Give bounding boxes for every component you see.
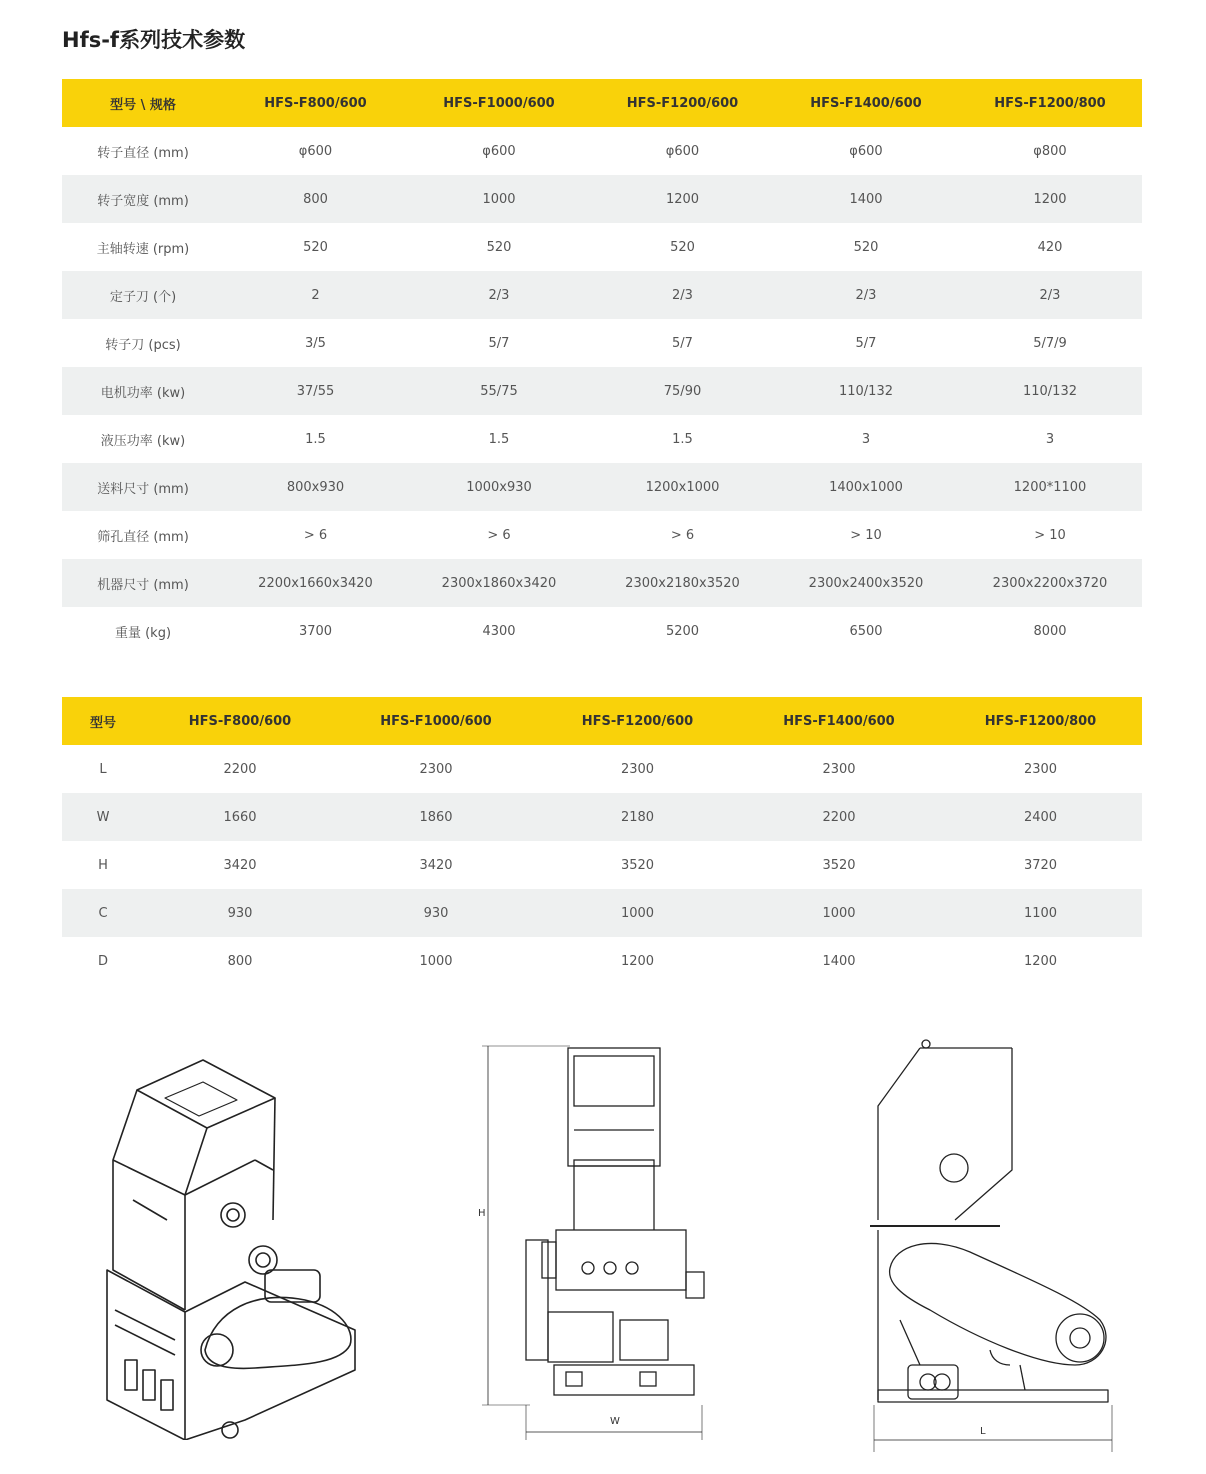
spec-cell: 2/3: [591, 271, 774, 319]
spec-cell: φ600: [298, 143, 333, 159]
dimension-cell: 1400: [822, 953, 856, 969]
spec-row-label: 液压功率 (kw): [100, 433, 186, 449]
dimension-table-header: [62, 697, 1142, 745]
dimension-row-label: H: [98, 857, 108, 873]
dimension-row-label: L: [99, 761, 107, 777]
spec-cell: 2/3: [774, 271, 958, 319]
spec-cell: 3: [861, 431, 871, 447]
table-row: [62, 889, 1142, 937]
spec-cell: 3700: [298, 623, 333, 639]
dimension-cell: 2300: [822, 761, 856, 777]
dimension-cell: 1000: [536, 889, 739, 937]
spec-cell: > 6: [670, 527, 695, 543]
spec-cell: 55/75: [407, 367, 591, 415]
spec-row-label: 机器尺寸 (mm): [62, 559, 224, 607]
spec-row-label: 转子刀 (pcs): [105, 337, 181, 353]
dimension-cell: 1000: [739, 889, 939, 937]
dimension-cell: 3520: [822, 857, 856, 873]
dimension-cell: 2300: [419, 761, 453, 777]
spec-cell: 2300x2180x3520: [591, 559, 774, 607]
spec-cell: φ800: [1033, 143, 1067, 159]
spec-cell: 75/90: [591, 367, 774, 415]
spec-cell: 3/5: [305, 335, 326, 351]
spec-cell: 5/7: [855, 335, 877, 351]
spec-cell: 2300x1860x3420: [407, 559, 591, 607]
dimension-row-label: W: [62, 793, 144, 841]
machine-front-view-drawing: [470, 1020, 715, 1450]
table-row: [62, 463, 1142, 511]
table-row: [62, 559, 1142, 607]
dimension-cell: 2180: [536, 793, 739, 841]
spec-cell: 1.5: [488, 431, 510, 447]
spec-cell: 2: [224, 271, 407, 319]
spec-cell: 800: [224, 175, 407, 223]
spec-row-label: 重量 (kg): [114, 625, 172, 641]
spec-cell: 2300x2200x3720: [958, 559, 1142, 607]
table-row: [62, 937, 1142, 985]
spec-cell: 5200: [665, 623, 700, 639]
spec-header-cell: HFS-F1400/600: [774, 79, 958, 127]
spec-cell: 520: [670, 239, 695, 255]
spec-cell: 2200x1660x3420: [224, 559, 407, 607]
spec-cell: 1200: [591, 175, 774, 223]
spec-cell: φ600: [482, 143, 516, 159]
dimension-header-cell: HFS-F800/600: [144, 697, 336, 745]
spec-cell: > 6: [487, 527, 511, 543]
dimension-header-cell: HFS-F1000/600: [336, 697, 536, 745]
spec-header-cell: HFS-F1200/600: [591, 79, 774, 127]
spec-cell: 5/7: [488, 335, 510, 351]
spec-cell: 1000: [407, 175, 591, 223]
spec-cell: > 10: [850, 527, 882, 543]
table-row: [62, 793, 1142, 841]
spec-cell: 1400x1000: [774, 463, 958, 511]
dimension-cell: 2200: [223, 761, 257, 777]
table-row: [62, 745, 1142, 793]
spec-table-body: [62, 127, 1142, 655]
dimension-cell: 3420: [419, 857, 453, 873]
table-row: [62, 841, 1142, 889]
table-row: [62, 607, 1142, 655]
spec-table-header: [62, 79, 1142, 127]
dimension-header-cell: HFS-F1200/600: [536, 697, 739, 745]
dimension-cell: 1660: [144, 793, 336, 841]
spec-cell: 1.5: [305, 431, 326, 447]
dimension-table: [62, 697, 1142, 985]
dimension-cell: 1100: [939, 889, 1142, 937]
table-row: [62, 367, 1142, 415]
spec-cell: 1000x930: [407, 463, 591, 511]
dimension-cell: 3520: [620, 857, 655, 873]
dimension-header-cell: HFS-F1200/800: [939, 697, 1142, 745]
spec-cell: 520: [486, 239, 512, 255]
spec-row-label: 主轴转速 (rpm): [96, 241, 190, 257]
table-row: [62, 223, 1142, 271]
spec-cell: φ600: [665, 143, 700, 159]
spec-cell: 1200x1000: [591, 463, 774, 511]
spec-table: [62, 79, 1142, 655]
table-row: [62, 175, 1142, 223]
length-label: L: [980, 1426, 986, 1437]
spec-cell: 2/3: [958, 271, 1142, 319]
spec-cell: 110/132: [958, 367, 1142, 415]
spec-cell: 1.5: [672, 431, 693, 447]
machine-drawings: [0, 1020, 1206, 1474]
spec-cell: 520: [303, 239, 328, 255]
table-row: [62, 415, 1142, 463]
spec-header-cell: HFS-F1000/600: [407, 79, 591, 127]
spec-cell: 1400: [774, 175, 958, 223]
spec-header-cell: HFS-F1200/800: [958, 79, 1142, 127]
dimension-header-cell: HFS-F1400/600: [739, 697, 939, 745]
spec-cell: 800x930: [224, 463, 407, 511]
spec-cell: φ600: [849, 143, 883, 159]
spec-cell: 6500: [849, 623, 883, 639]
dimension-cell: 2400: [939, 793, 1142, 841]
dimension-row-label: C: [62, 889, 144, 937]
dimension-cell: 3420: [223, 857, 257, 873]
dimension-header-cell: 型号: [62, 697, 144, 745]
table-row: [62, 319, 1142, 367]
dimension-cell: 930: [336, 889, 536, 937]
spec-cell: 110/132: [774, 367, 958, 415]
spec-cell: > 6: [303, 527, 328, 543]
spec-row-label: 转子直径 (mm): [97, 145, 189, 161]
dimension-cell: 3720: [1023, 857, 1058, 873]
page-title: Hfs-f系列技术参数: [62, 28, 246, 52]
width-label: W: [610, 1416, 620, 1427]
height-label: H: [478, 1208, 486, 1219]
spec-header-cell: 型号 \ 规格: [62, 79, 224, 127]
spec-cell: 2300x2400x3520: [774, 559, 958, 607]
dimension-table-body: [62, 745, 1142, 985]
spec-row-label: 送料尺寸 (mm): [62, 463, 224, 511]
dimension-cell: 1200: [620, 953, 655, 969]
dimension-cell: 800: [227, 953, 253, 969]
spec-header-cell: HFS-F800/600: [224, 79, 407, 127]
spec-cell: 37/55: [224, 367, 407, 415]
spec-row-label: 定子刀 (个): [62, 271, 224, 319]
dimension-cell: 1000: [419, 953, 453, 969]
spec-cell: 3: [1045, 431, 1055, 447]
machine-side-view-drawing: [860, 1020, 1125, 1460]
spec-cell: 8000: [1033, 623, 1067, 639]
spec-cell: 5/7/9: [1033, 335, 1067, 351]
table-row: [62, 511, 1142, 559]
spec-cell: 420: [1037, 239, 1063, 255]
table-row: [62, 127, 1142, 175]
spec-cell: 4300: [482, 623, 516, 639]
spec-cell: > 10: [1034, 527, 1066, 543]
dimension-cell: 930: [144, 889, 336, 937]
spec-cell: 5/7: [672, 335, 693, 351]
spec-cell: 2/3: [407, 271, 591, 319]
spec-cell: 1200*1100: [958, 463, 1142, 511]
dimension-cell: 2200: [739, 793, 939, 841]
machine-isometric-drawing: [95, 1020, 370, 1440]
dimension-cell: 2300: [1023, 761, 1058, 777]
dimension-cell: 2300: [620, 761, 655, 777]
dimension-row-label: D: [97, 953, 108, 969]
dimension-cell: 1860: [336, 793, 536, 841]
spec-row-label: 筛孔直径 (mm): [97, 529, 189, 545]
spec-cell: 520: [853, 239, 879, 255]
spec-cell: 1200: [958, 175, 1142, 223]
spec-row-label: 转子宽度 (mm): [62, 175, 224, 223]
table-row: [62, 271, 1142, 319]
dimension-cell: 1200: [1023, 953, 1058, 969]
spec-row-label: 电机功率 (kw): [62, 367, 224, 415]
